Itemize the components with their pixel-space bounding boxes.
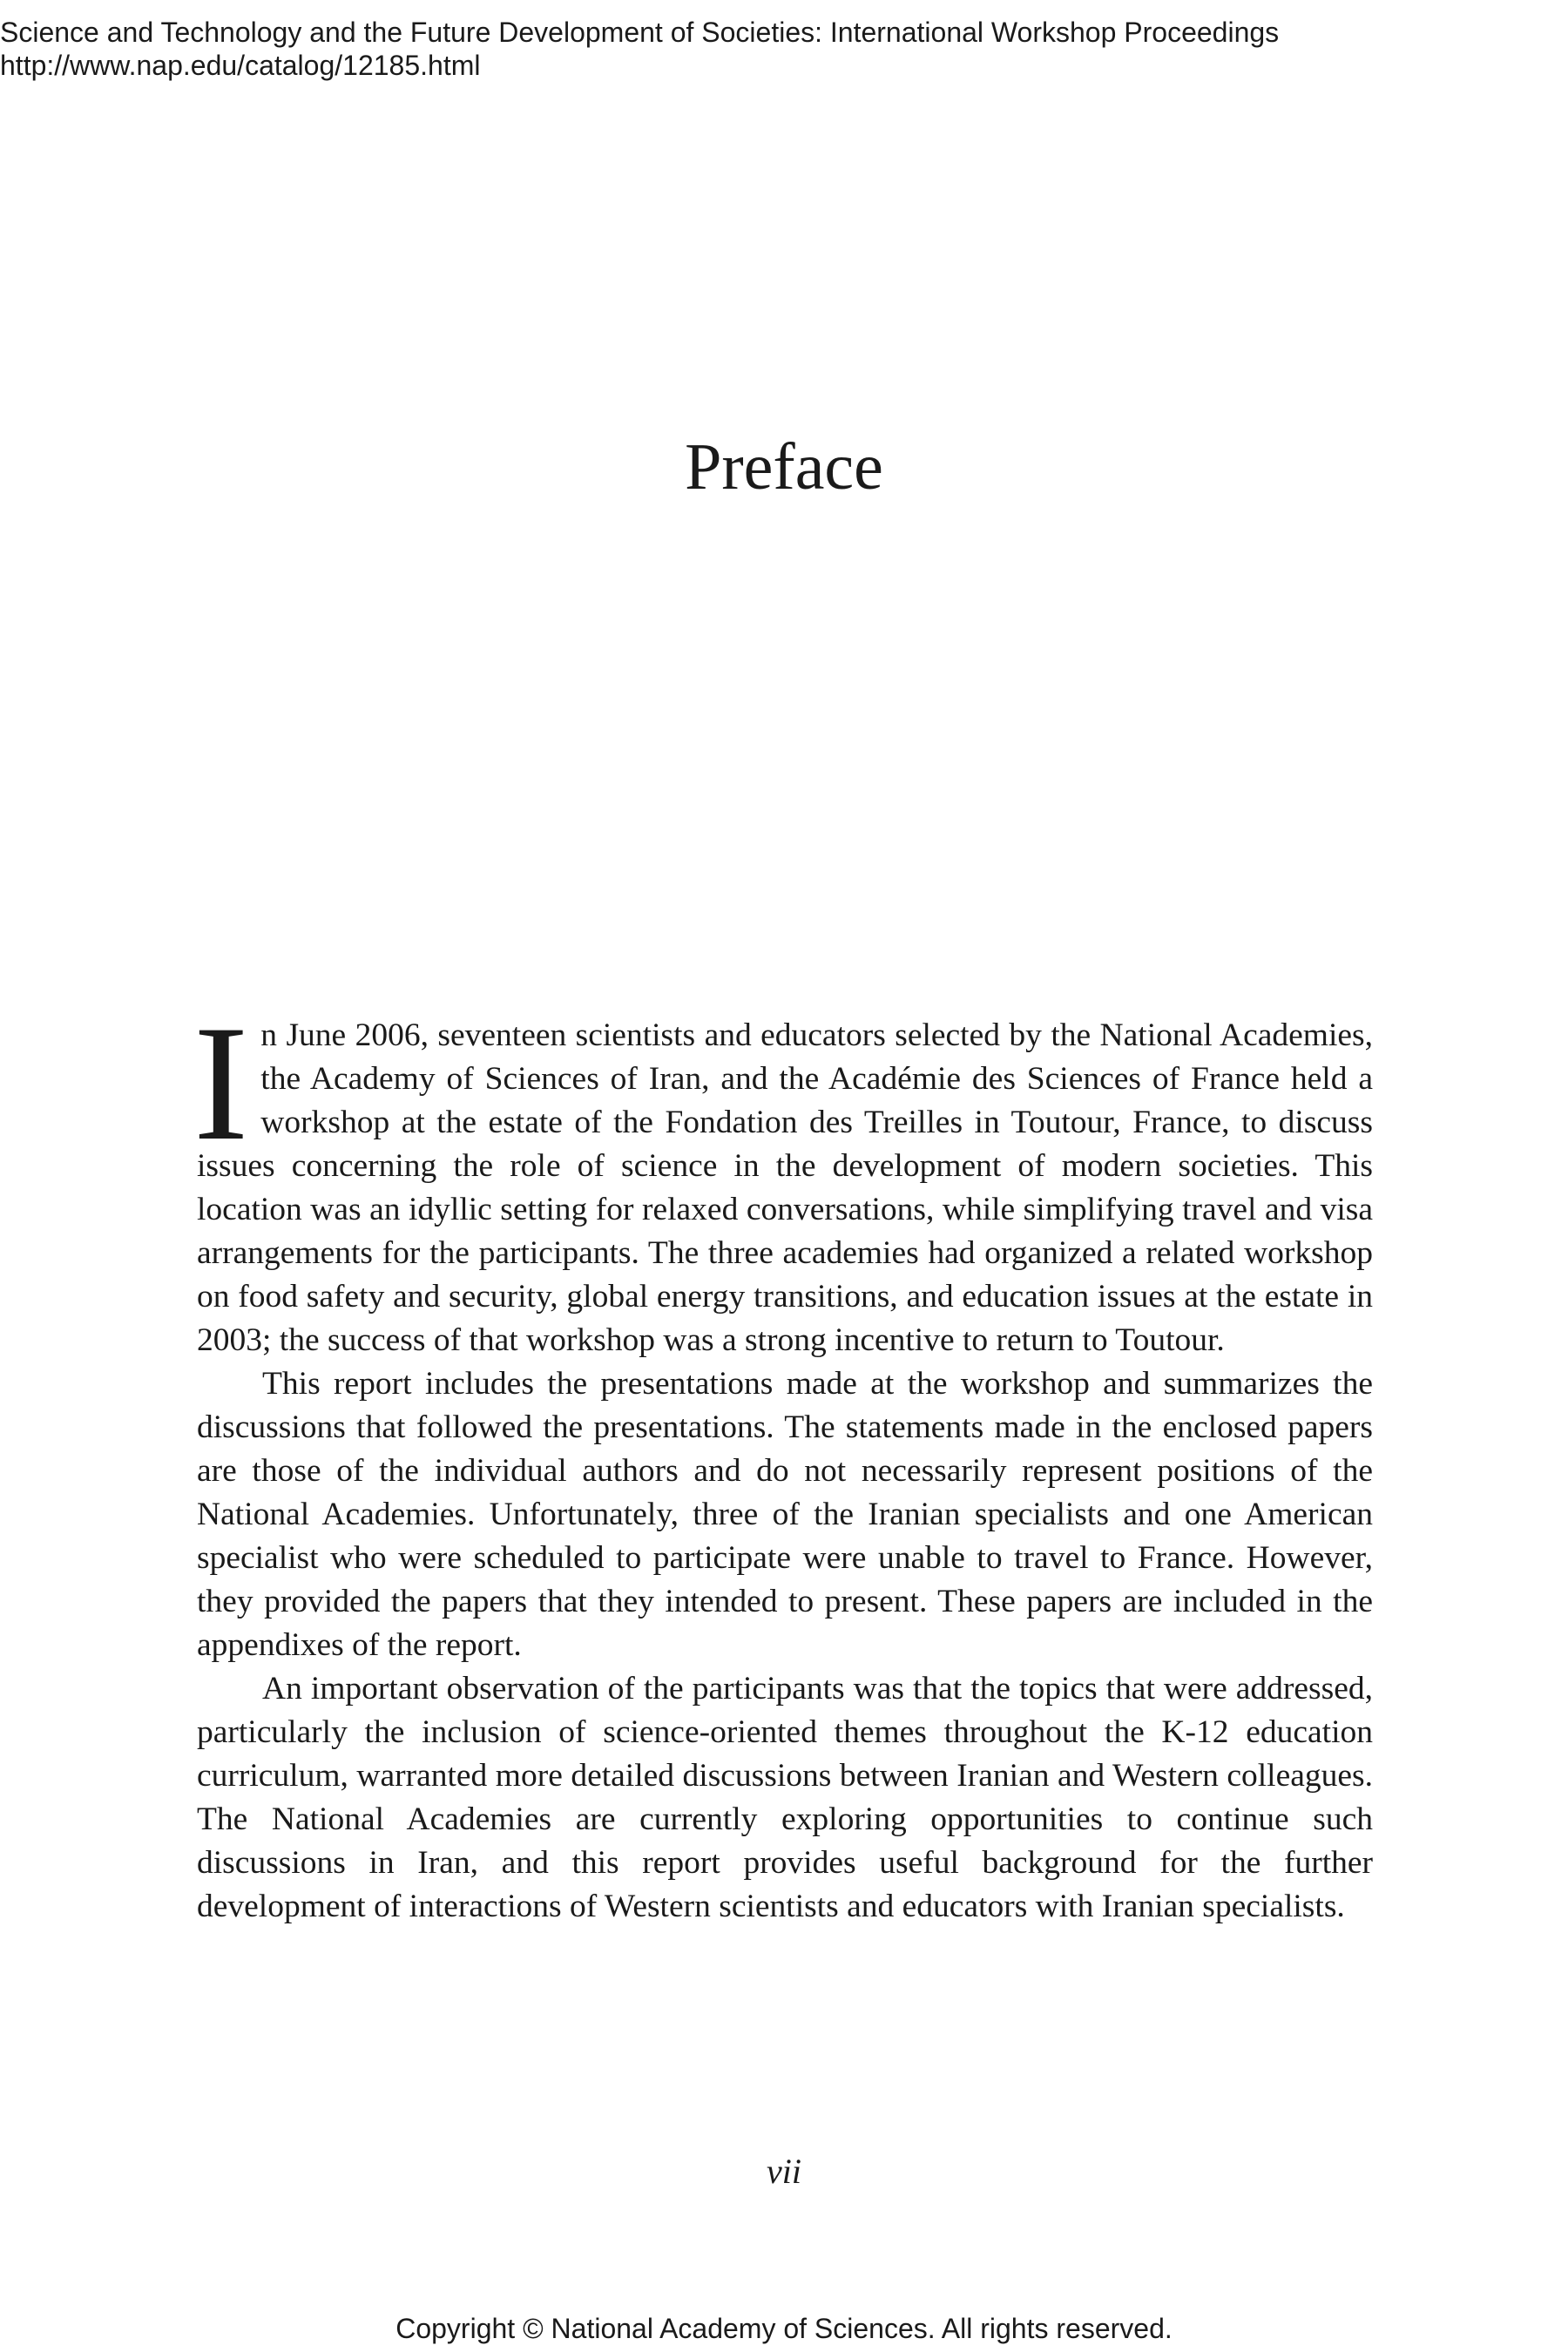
copyright-footer: Copyright © National Academy of Sciences. All rights reserved.: [395, 2313, 1173, 2344]
paragraph-3: An important observation of the participants was that the topics that were addressed, particularly the inclusion of science-oriented themes throughout the K-12 education curriculum, warranted more detailed discussions between Iranian and Western colleagues. The National Academies are currently exploring opportunities to continue such discussions in Iran, and this report provides useful background for the further development of interactions of Western scientists and educators with Iranian specialists.: [197, 1671, 1373, 1924]
header-book-title: Science and Technology and the Future Development of Societies: International Workshop Proceedings: [0, 17, 1280, 48]
page-number: vii: [767, 2152, 801, 2191]
page-title: Preface: [685, 430, 883, 504]
paragraph-2: This report includes the presentations made at the workshop and summarizes the discussions that followed the presentations. The statements made in the enclosed papers are those of the individual authors and do not necessarily represent positions of the National Academies. Unfortunately, three of the Iranian specialists and one American specialist who were scheduled to participate were unable to travel to France. However, they provided the papers that they intended to present. These papers are included in the appendixes of the report.: [197, 1366, 1373, 1663]
paragraph-1-text: n June 2006, seventeen scientists and educators selected by the National Academies, the Academy of Sciences of Iran, and the Académie des Sciences of France held a workshop at the estate of the Fondation des Treilles in Toutour, France, to discuss issues concerning the role of science in the development of modern societies. This location was an idyllic setting for relaxed conversations, while simplifying travel and visa arrangements for the participants. The three academies had organized a related workshop on food safety and security, global energy transitions, and education issues at the estate in 2003; the success of that workshop was a strong incentive to return to Toutour.: [197, 1017, 1373, 1358]
document-header: [0, 16, 1481, 82]
preface-body: [193, 992, 1373, 1929]
drop-cap: I: [193, 992, 249, 1175]
paragraph-1: [193, 992, 1373, 1362]
header-catalog-url: http://www.nap.edu/catalog/12185.html: [0, 50, 481, 81]
